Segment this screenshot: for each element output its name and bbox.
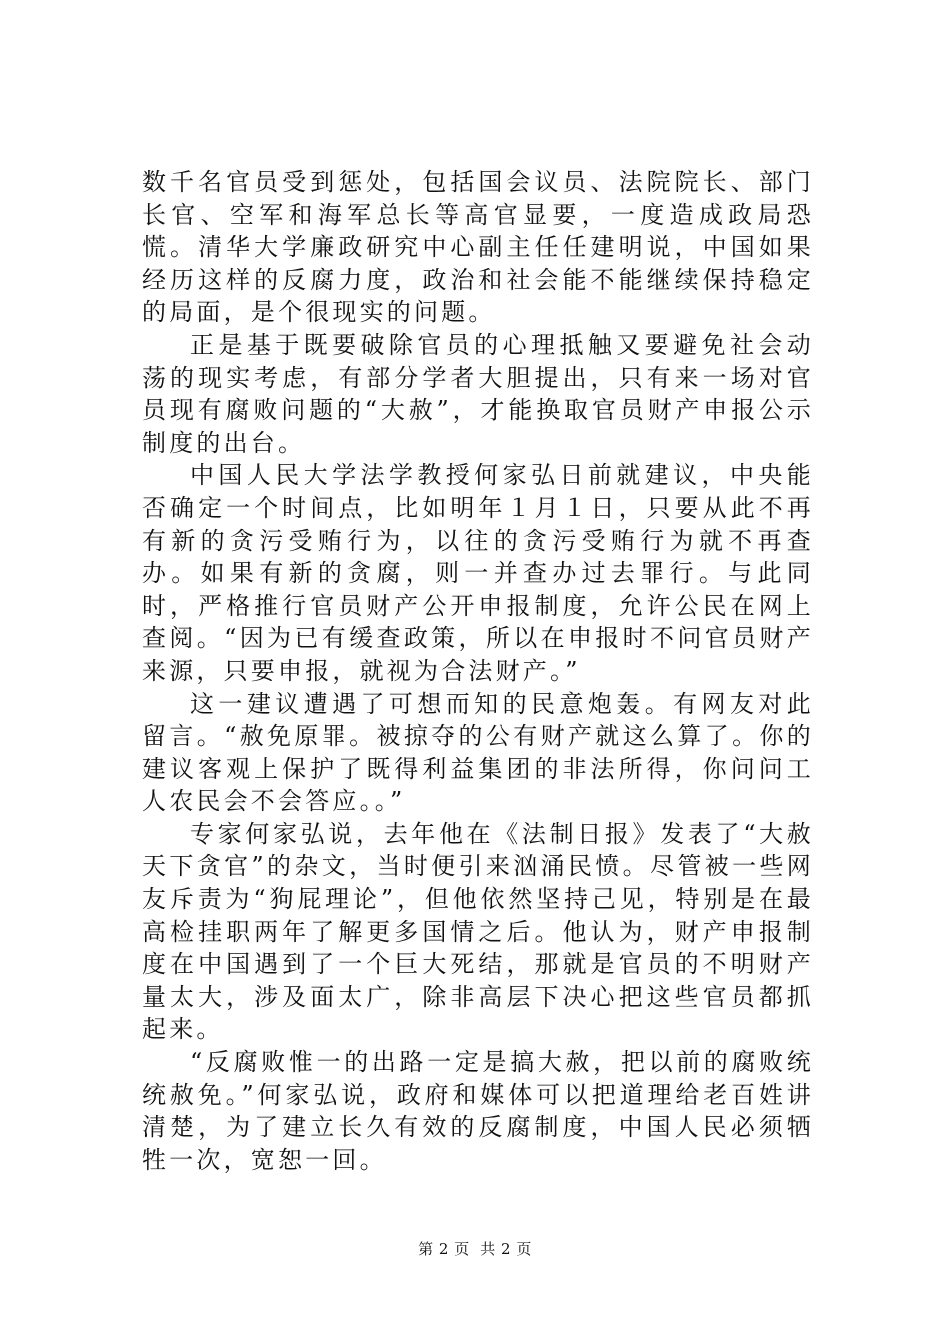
paragraph-4: 这一建议遭遇了可想而知的民意炮轰。有网友对此留言。“赦免原罪。被掠夺的公有财产就这么算了。你的建议客观上保护了既得利益集团的非法所得，你问问工人农民会不会答应。。” [142, 689, 814, 816]
paragraph-5: 专家何家弘说，去年他在《法制日报》发表了“大赦天下贪官”的杂文，当时便引来汹涌民愤。尽管被一些网友斥责为“狗屁理论”，但他依然坚持己见，特别是在最高检挂职两年了解更多国情之后。他认为，财产申报制度在中国遇到了一个巨大死结，那就是官员的不明财产量太大，涉及面太广，除非高层下决心把这些官员都抓起来。 [142, 819, 814, 1044]
paragraph-6: “反腐败惟一的出路一定是搞大赦，把以前的腐败统统赦免。”何家弘说，政府和媒体可以把道理给老百姓讲清楚，为了建立长久有效的反腐制度，中国人民必须牺牲一次，宽恕一回。 [142, 1048, 814, 1174]
paragraph-3: 中国人民大学法学教授何家弘日前就建议，中央能否确定一个时间点，比如明年１月１日，只要从此不再有新的贪污受贿行为，以往的贪污受贿行为就不再查办。如果有新的贪腐，则一并查办过去罪行。与此同时，严格推行官员财产公开申报制度，允许公民在网上查阅。“因为已有缓查政策，所以在申报时不问官员财产来源，只要申报，就视为合法财产。” [142, 461, 814, 685]
page-number: 第 2 页 共 2 页 [418, 1240, 532, 1258]
paragraph-2: 正是基于既要破除官员的心理抵触又要避免社会动荡的现实考虑，有部分学者大胆提出，只有来一场对官员现有腐败问题的“大赦”，才能换取官员财产申报公示制度的出台。 [142, 330, 814, 457]
body-text [142, 166, 814, 1176]
paragraph-1: 数千名官员受到惩处，包括国会议员、法院院长、部门长官、空军和海军总长等高官显要，一度造成政局恐慌。清华大学廉政研究中心副主任任建明说，中国如果经历这样的反腐力度，政治和社会能不能继续保持稳定的局面，是个很现实的问题。 [142, 168, 814, 327]
page-footer [0, 1238, 950, 1259]
